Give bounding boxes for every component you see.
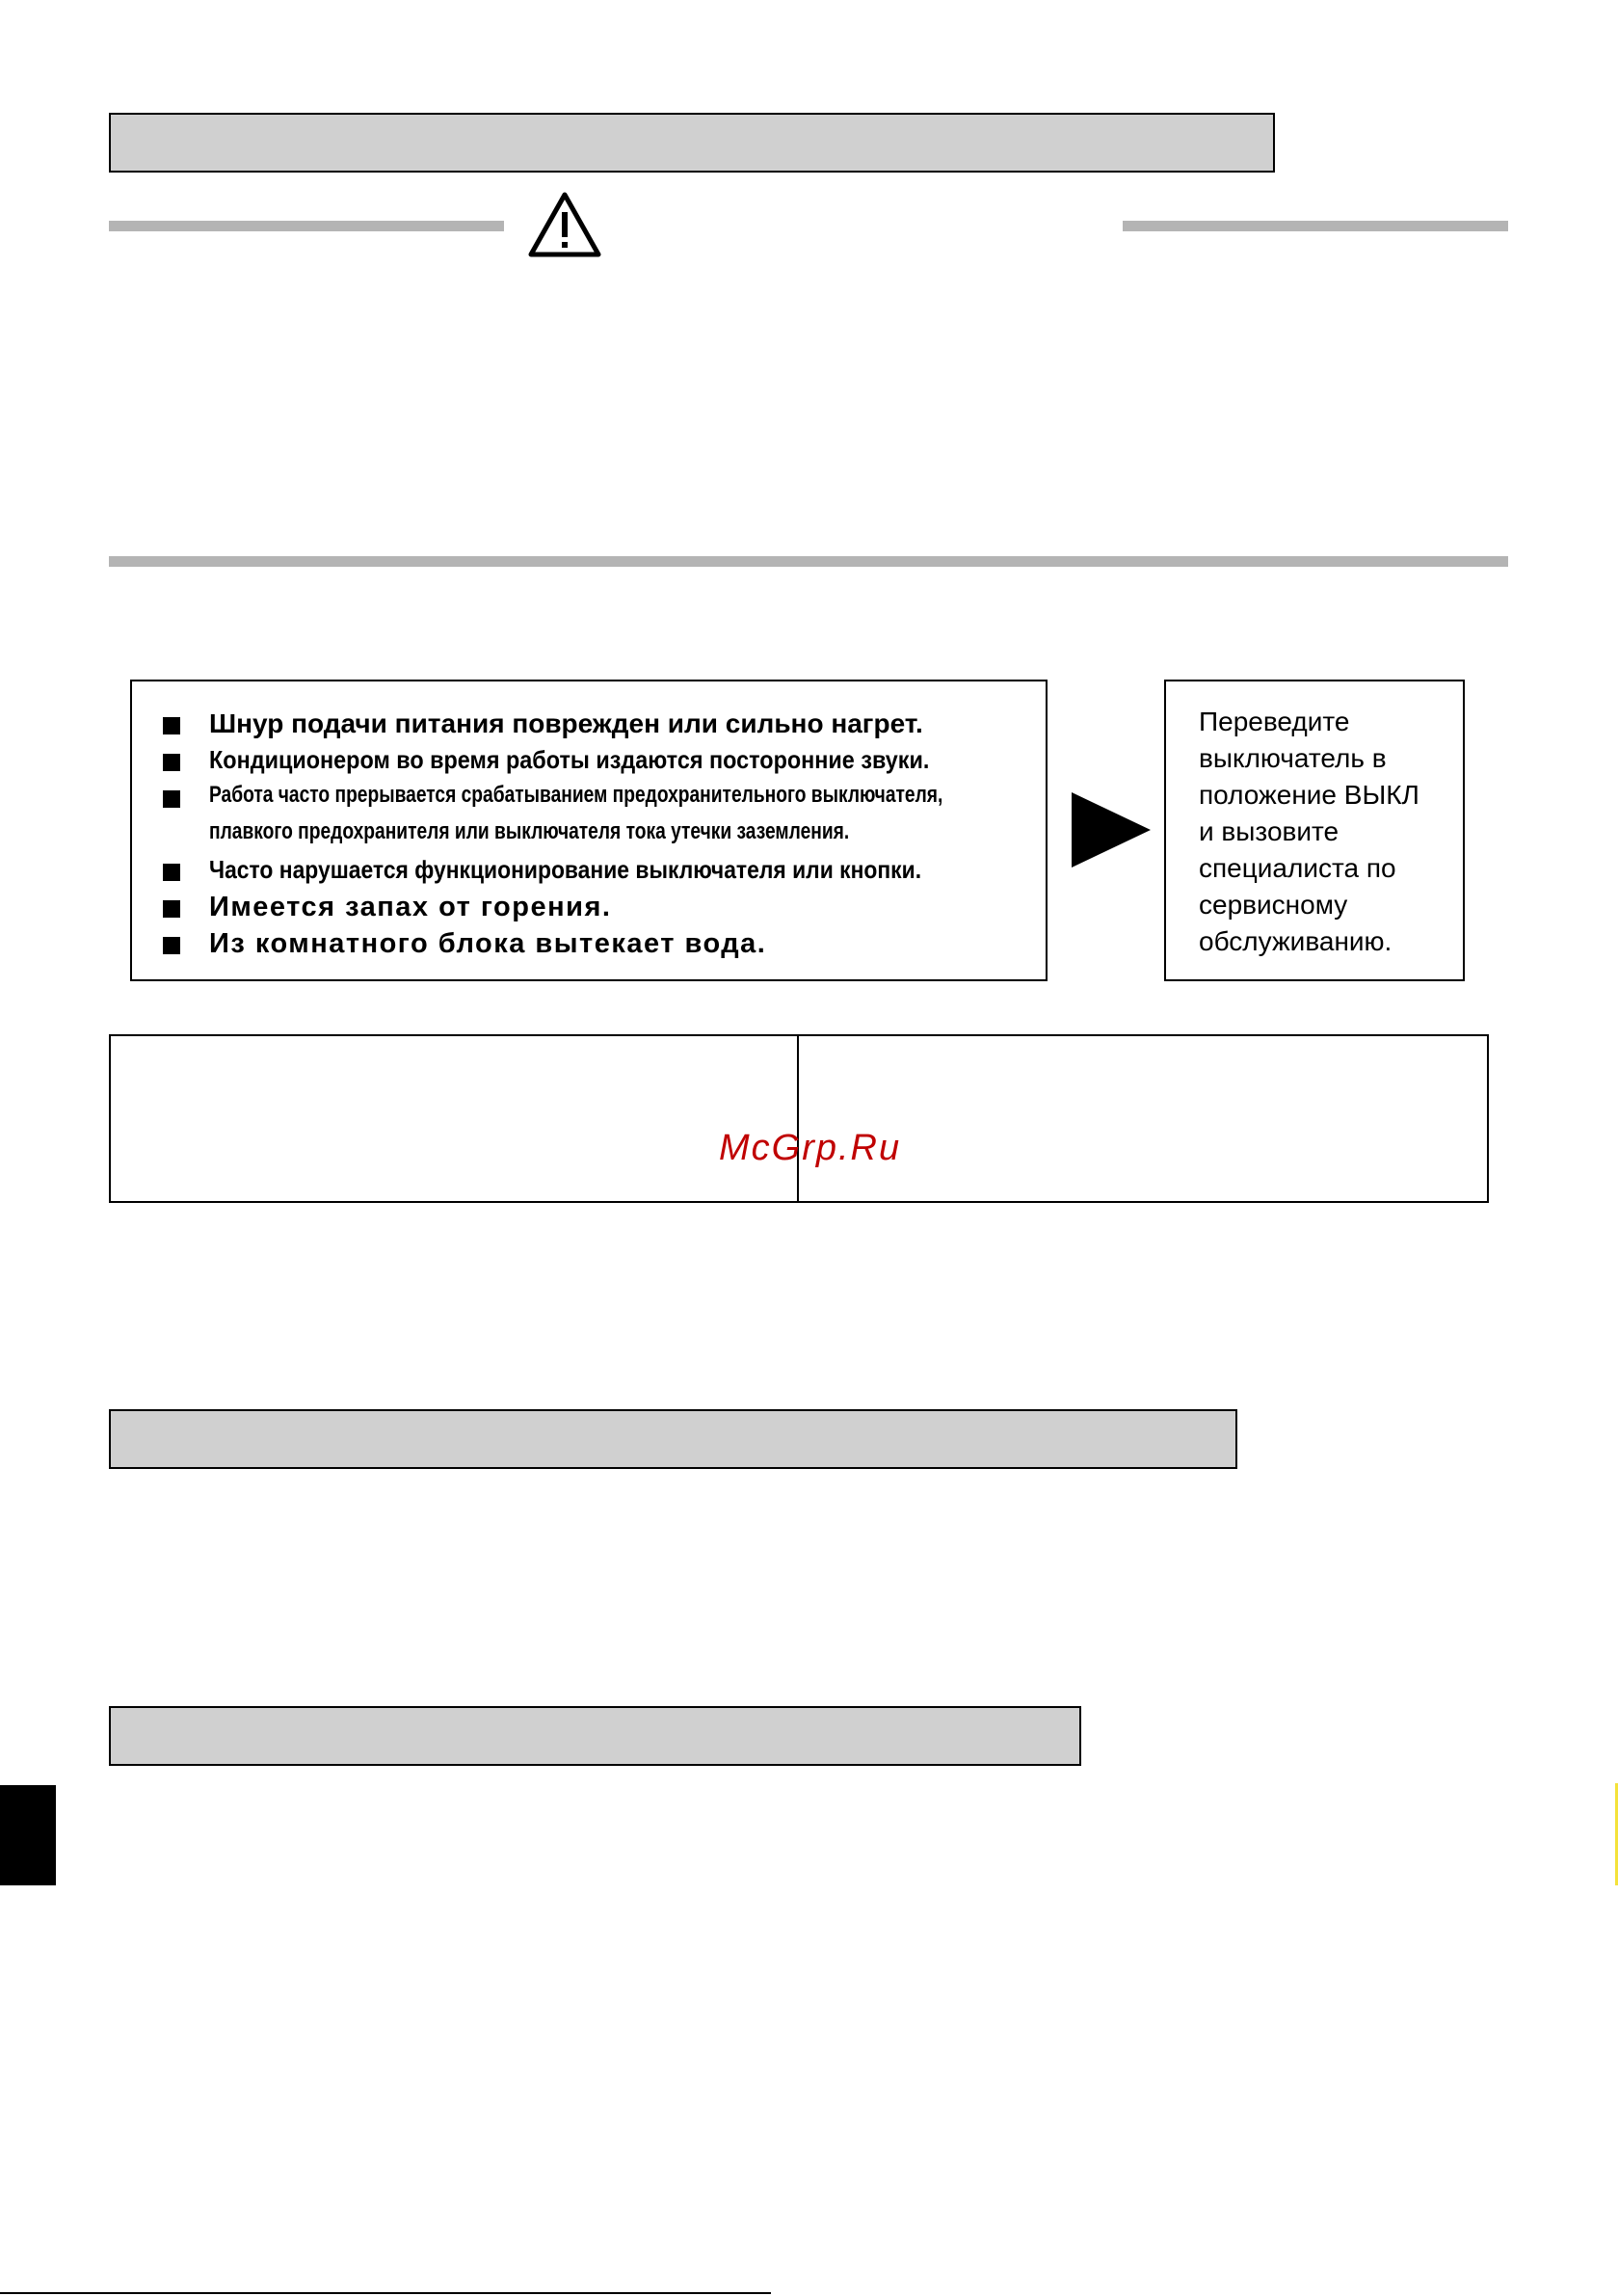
caution-rule-left (109, 221, 504, 231)
bottom-rule (0, 2292, 771, 2294)
bullet-icon (163, 754, 180, 771)
section-header-bar-1 (109, 113, 1275, 173)
section-header-bar-3 (109, 1706, 1081, 1766)
bullet-icon (163, 790, 180, 808)
bullet-icon (163, 937, 180, 954)
watermark: McGrp.Ru (719, 1128, 902, 1168)
side-tab-marker (0, 1785, 56, 1885)
caution-rule-right (1123, 221, 1508, 231)
info-table-divider (797, 1034, 799, 1203)
bullet-icon (163, 717, 180, 734)
bullet-icon (163, 864, 180, 881)
info-table-box (109, 1034, 1489, 1203)
symptoms-box: Шнур подачи питания поврежден или сильно нагрет. Кондиционером во время работы издаются посторонние звуки. Работа часто прерывается срабатыванием предохранительного выключателя, плавкого предохранителя или выключателя тока утечки заземления. Часто нарушается функционирование выключателя или кнопки. Имеется запах от горения. Из комнатного блока вытекает вода. (130, 680, 1048, 981)
action-box: Переведите выключатель в положение ВЫКЛ и вызовите специалиста по сервисному обслуживанию. (1164, 680, 1465, 981)
section-separator (109, 556, 1508, 567)
warning-triangle-icon (525, 189, 604, 260)
section-header-bar-2 (109, 1409, 1237, 1469)
arrow-right-icon (1070, 790, 1153, 869)
bullet-icon (163, 900, 180, 918)
